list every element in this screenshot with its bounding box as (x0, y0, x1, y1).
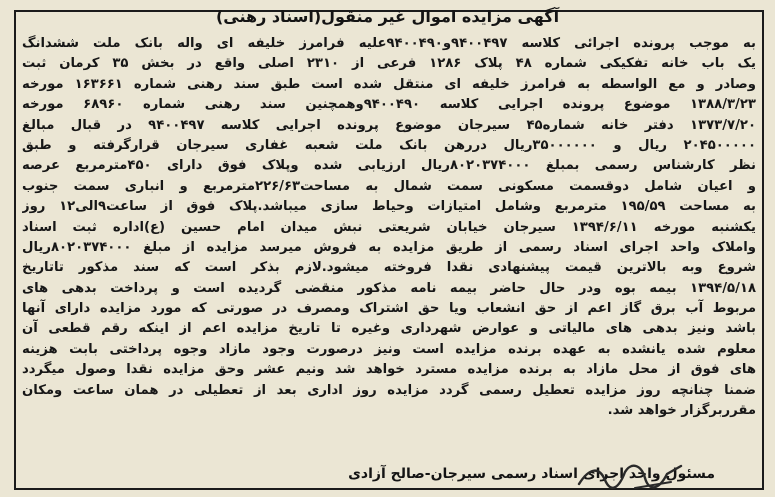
notice-line: یک باب خانه تفکیکی شماره ۴۸ پلاک ۱۲۸۶ فرعی از ۲۳۱۰ اصلی واقع در بخش ۳۵ کرمان ثبت (22, 56, 756, 72)
notice-line: واملاک واحد اجرای اسناد رسمی از طریق مزایده به فروش میرسد مزایده از مبلغ ۸۰۲۰۳۷۴۰۰۰ریال (22, 239, 756, 255)
notice-line: ضمنا چنانچه روز مزایده تعطیل رسمی گردد مزایده روز اداری بعد از تعطیلی در همان ساعت ومکان (22, 382, 756, 398)
notice-line: ۱۳۹۴/۵/۱۸ بیمه بوه ودر حال حاضر بیمه نامه مذکور منقضی گردیده است و پرداخت بدهی های (22, 280, 756, 296)
notice-line: یکشنبه مورخه ۱۳۹۴/۶/۱۱ سیرجان خیابان شریعتی نبش میدان امام حسین (ع)اداره ثبت اسناد (22, 219, 756, 235)
notice-line: ۱۳۷۳/۷/۲۰ دفتر خانه شماره۴۵ سیرجان موضوع پرونده اجرایی کلاسه ۹۴۰۰۴۹۷ در قبال مبالغ (22, 117, 756, 133)
notice-line: شروع وبه بالاترین قیمت پیشنهادی نقدا فروخته میشود.لازم بذکر است که سند مذکور تاتاریخ (22, 260, 756, 276)
notice-line: به موجب پرونده اجرائی کلاسه ۹۴۰۰۴۹۷و۹۴۰۰۴۹۰علیه فرامرز خلیفه ای واله بانک ملت ششدانگ (22, 36, 756, 51)
notice-line: وصادر و مع الواسطه به فرامرز خلیفه ای منتقل شده است طبق سند رهنی شماره ۱۶۳۶۶۱ مورخه (22, 76, 756, 92)
notice-line: معلوم شده یانشده به عهده برنده مزایده است ونیز درصورت وجود مازاد وجوه پرداختی بابت هزینه (22, 341, 756, 357)
notice-line: و اعیان شامل دوقسمت مسکونی سمت شمال به مساحت۲۲۶/۶۳مترمربع و انباری سمت جنوب (22, 178, 756, 194)
notice-line: نظر کارشناس رسمی بمبلغ ۸۰۲۰۳۷۴۰۰۰ریال ارزیابی شده وپلاک فوق دارای ۴۵۰مترمربع عرصه (22, 158, 756, 174)
notice-line: ۱۳۸۸/۳/۲۳ موضوع پرونده اجرایی کلاسه ۹۴۰۰۴۹۰وهمچنین سند رهنی شماره ۶۸۹۶۰ مورخه (22, 97, 756, 113)
handwritten-mark (575, 458, 685, 492)
notice-line: ۲۰۴۵۰۰۰۰۰ ریال و ۳۵۰۰۰۰۰۰ریال دررهن بانک ملت شعبه غفاری سیرجان قرارگرفته و طبق (22, 137, 756, 153)
notice-line: مقرربرگزار خواهد شد. (607, 403, 756, 419)
notice-line: های فوق از محل مازاد به برنده مزایده مسترد خواهد شد ونیم عشر وحق مزایده نقدا وصول میگردد (22, 362, 756, 378)
notice-body (22, 34, 756, 421)
notice-line: به مساحت ۱۹۵/۵۹ مترمربع وشامل امتیازات وحیاط سازی میباشد.پلاک فوق از ساعت۹الی۱۲ روز (22, 199, 756, 215)
notice-line: باشد ونیز بدهی های مالیاتی و عوارض شهرداری وغیره تا تاریخ مزایده اعم از اینکه رقم قطعی آن (22, 321, 756, 337)
notice-title: آگهی مزایده اموال غیر منقول(اسناد رهنی) (215, 7, 560, 26)
notice-line: مربوط آب برق گاز اعم از حق انشعاب ویا حق اشتراک ومصرف در صورتی که مورد مزایده دارای آنها (22, 301, 756, 317)
notice-signature: مسئول واحد اجرای اسناد رسمی سیرجان-صالح آزادی (348, 466, 715, 482)
